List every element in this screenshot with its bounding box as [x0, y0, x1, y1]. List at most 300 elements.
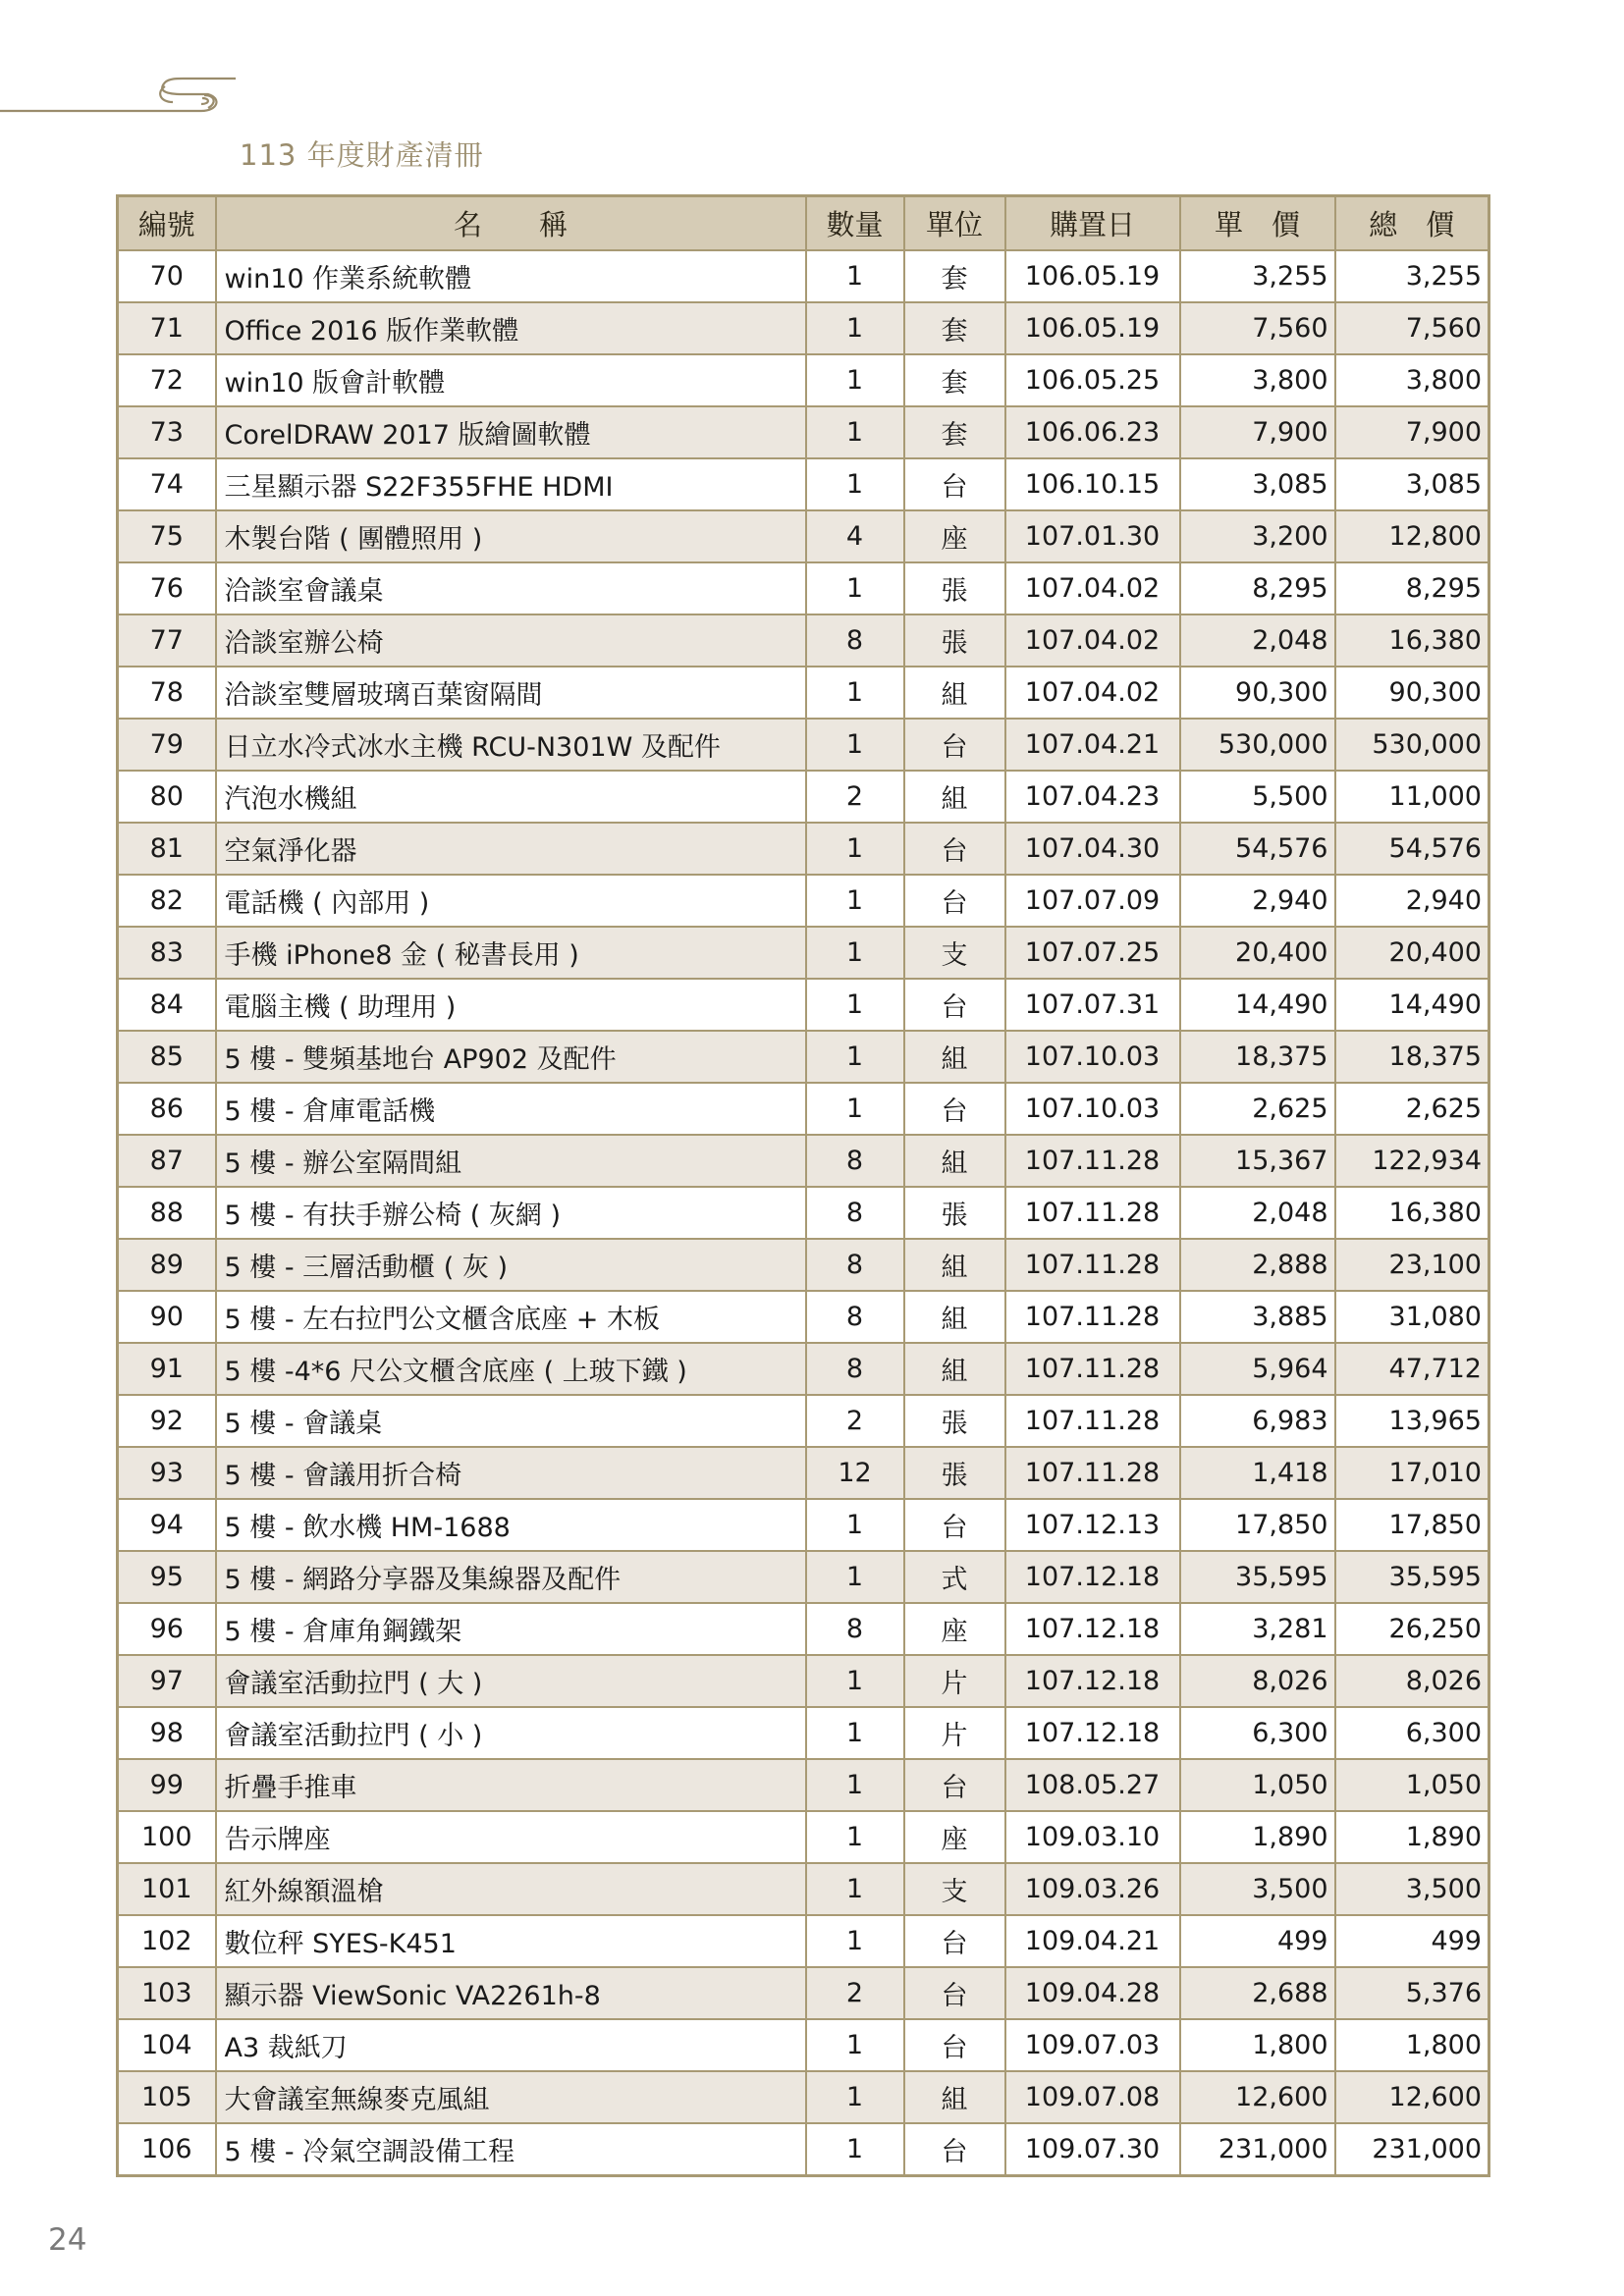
cell-name: 電話機 ( 內部用 ) — [216, 875, 806, 927]
cell-number: 105 — [118, 2071, 216, 2123]
cell-quantity: 1 — [806, 927, 904, 979]
cell-total-price: 23,100 — [1335, 1239, 1489, 1291]
cell-unit-price: 1,800 — [1180, 2019, 1335, 2071]
cell-purchase-date: 109.03.10 — [1005, 1811, 1180, 1863]
cell-unit-price: 15,367 — [1180, 1135, 1335, 1187]
cell-name: 5 樓 - 冷氣空調設備工程 — [216, 2123, 806, 2176]
cell-total-price: 31,080 — [1335, 1291, 1489, 1343]
cell-quantity: 1 — [806, 1759, 904, 1811]
cell-purchase-date: 107.07.25 — [1005, 927, 1180, 979]
cell-purchase-date: 107.12.18 — [1005, 1655, 1180, 1707]
cell-name: 數位秤 SYES-K451 — [216, 1915, 806, 1967]
cell-number: 74 — [118, 458, 216, 510]
cell-unit-price: 2,688 — [1180, 1967, 1335, 2019]
table-row — [118, 1031, 1489, 1083]
column-header-quantity: 數量 — [806, 196, 904, 251]
table-row — [118, 2019, 1489, 2071]
cell-unit: 張 — [904, 1187, 1005, 1239]
cell-quantity: 8 — [806, 1187, 904, 1239]
cell-unit-price: 3,085 — [1180, 458, 1335, 510]
cell-purchase-date: 107.04.21 — [1005, 719, 1180, 771]
cell-purchase-date: 107.04.02 — [1005, 667, 1180, 719]
document-title: 113 年度財產清冊 — [240, 138, 484, 172]
cell-purchase-date: 107.12.18 — [1005, 1551, 1180, 1603]
cell-unit-price: 20,400 — [1180, 927, 1335, 979]
cell-quantity: 1 — [806, 406, 904, 458]
cell-number: 91 — [118, 1343, 216, 1395]
cell-total-price: 122,934 — [1335, 1135, 1489, 1187]
cell-quantity: 8 — [806, 1239, 904, 1291]
cell-name: 5 樓 - 倉庫電話機 — [216, 1083, 806, 1135]
table-row — [118, 1915, 1489, 1967]
cell-quantity: 1 — [806, 250, 904, 302]
cell-number: 82 — [118, 875, 216, 927]
cell-name: 三星顯示器 S22F355FHE HDMI — [216, 458, 806, 510]
cell-name: 5 樓 - 有扶手辦公椅 ( 灰網 ) — [216, 1187, 806, 1239]
cell-number: 80 — [118, 771, 216, 823]
cell-name: 會議室活動拉門 ( 大 ) — [216, 1655, 806, 1707]
column-header-unit: 單位 — [904, 196, 1005, 251]
running-head — [0, 59, 550, 172]
cell-number: 85 — [118, 1031, 216, 1083]
cell-name: 電腦主機 ( 助理用 ) — [216, 979, 806, 1031]
cell-unit-price: 530,000 — [1180, 719, 1335, 771]
cell-total-price: 499 — [1335, 1915, 1489, 1967]
cell-name: win10 版會計軟體 — [216, 354, 806, 406]
cell-unit: 組 — [904, 2071, 1005, 2123]
cell-unit-price: 1,418 — [1180, 1447, 1335, 1499]
cell-quantity: 2 — [806, 771, 904, 823]
cell-unit-price: 5,500 — [1180, 771, 1335, 823]
cell-purchase-date: 107.10.03 — [1005, 1031, 1180, 1083]
cell-unit: 台 — [904, 2123, 1005, 2176]
table-row — [118, 1447, 1489, 1499]
cell-quantity: 1 — [806, 823, 904, 875]
cell-name: 會議室活動拉門 ( 小 ) — [216, 1707, 806, 1759]
cell-name: Office 2016 版作業軟體 — [216, 302, 806, 354]
cell-number: 98 — [118, 1707, 216, 1759]
cell-unit: 座 — [904, 510, 1005, 562]
cell-unit: 座 — [904, 1811, 1005, 1863]
cell-quantity: 8 — [806, 1135, 904, 1187]
cell-total-price: 1,800 — [1335, 2019, 1489, 2071]
cell-quantity: 1 — [806, 458, 904, 510]
cell-name: 汽泡水機組 — [216, 771, 806, 823]
cell-total-price: 26,250 — [1335, 1603, 1489, 1655]
table-row — [118, 458, 1489, 510]
cell-name: CorelDRAW 2017 版繪圖軟體 — [216, 406, 806, 458]
cell-unit: 組 — [904, 1031, 1005, 1083]
cell-quantity: 1 — [806, 2123, 904, 2176]
cell-unit-price: 6,983 — [1180, 1395, 1335, 1447]
cell-purchase-date: 107.07.31 — [1005, 979, 1180, 1031]
cell-unit: 張 — [904, 1395, 1005, 1447]
cell-purchase-date: 107.01.30 — [1005, 510, 1180, 562]
cell-unit: 台 — [904, 823, 1005, 875]
cell-unit: 組 — [904, 771, 1005, 823]
cell-unit: 台 — [904, 979, 1005, 1031]
cell-unit: 台 — [904, 1499, 1005, 1551]
table-row — [118, 771, 1489, 823]
table-row — [118, 1759, 1489, 1811]
cell-unit: 套 — [904, 302, 1005, 354]
cell-total-price: 3,500 — [1335, 1863, 1489, 1915]
cell-name: 5 樓 - 辦公室隔間組 — [216, 1135, 806, 1187]
cell-total-price: 14,490 — [1335, 979, 1489, 1031]
cell-number: 100 — [118, 1811, 216, 1863]
cell-total-price: 17,010 — [1335, 1447, 1489, 1499]
cell-quantity: 1 — [806, 1915, 904, 1967]
cell-quantity: 1 — [806, 1863, 904, 1915]
cell-number: 77 — [118, 614, 216, 667]
table-row — [118, 614, 1489, 667]
cell-number: 89 — [118, 1239, 216, 1291]
cell-purchase-date: 109.07.30 — [1005, 2123, 1180, 2176]
cell-purchase-date: 106.06.23 — [1005, 406, 1180, 458]
cell-unit-price: 1,050 — [1180, 1759, 1335, 1811]
cell-number: 94 — [118, 1499, 216, 1551]
cell-unit-price: 1,890 — [1180, 1811, 1335, 1863]
cell-name: 5 樓 - 三層活動櫃 ( 灰 ) — [216, 1239, 806, 1291]
table-row — [118, 927, 1489, 979]
cell-total-price: 8,295 — [1335, 562, 1489, 614]
cell-number: 78 — [118, 667, 216, 719]
cell-quantity: 1 — [806, 1811, 904, 1863]
cell-unit: 式 — [904, 1551, 1005, 1603]
cell-unit: 台 — [904, 1915, 1005, 1967]
cell-unit-price: 7,560 — [1180, 302, 1335, 354]
cell-name: 空氣淨化器 — [216, 823, 806, 875]
cell-unit: 組 — [904, 667, 1005, 719]
cell-name: 5 樓 -4*6 尺公文櫃含底座 ( 上玻下鐵 ) — [216, 1343, 806, 1395]
cell-name: 5 樓 - 會議桌 — [216, 1395, 806, 1447]
cell-quantity: 12 — [806, 1447, 904, 1499]
cell-number: 81 — [118, 823, 216, 875]
table-row — [118, 1863, 1489, 1915]
cell-number: 96 — [118, 1603, 216, 1655]
cell-total-price: 1,050 — [1335, 1759, 1489, 1811]
table-row — [118, 1967, 1489, 2019]
cell-name: 洽談室會議桌 — [216, 562, 806, 614]
cell-name: 折疊手推車 — [216, 1759, 806, 1811]
cell-quantity: 4 — [806, 510, 904, 562]
cell-purchase-date: 107.07.09 — [1005, 875, 1180, 927]
cell-name: win10 作業系統軟體 — [216, 250, 806, 302]
cell-number: 97 — [118, 1655, 216, 1707]
cell-number: 79 — [118, 719, 216, 771]
cell-purchase-date: 106.05.25 — [1005, 354, 1180, 406]
cell-name: 5 樓 - 雙頻基地台 AP902 及配件 — [216, 1031, 806, 1083]
cell-number: 106 — [118, 2123, 216, 2176]
column-header-number: 編號 — [118, 196, 216, 251]
cell-purchase-date: 107.11.28 — [1005, 1343, 1180, 1395]
cell-number: 93 — [118, 1447, 216, 1499]
cell-number: 92 — [118, 1395, 216, 1447]
cell-unit: 台 — [904, 458, 1005, 510]
cell-unit: 台 — [904, 719, 1005, 771]
table-row — [118, 354, 1489, 406]
cell-total-price: 7,560 — [1335, 302, 1489, 354]
table-row — [118, 1707, 1489, 1759]
cell-quantity: 1 — [806, 2071, 904, 2123]
cell-number: 84 — [118, 979, 216, 1031]
cell-purchase-date: 107.12.18 — [1005, 1603, 1180, 1655]
cell-unit-price: 5,964 — [1180, 1343, 1335, 1395]
table-row — [118, 562, 1489, 614]
table-row — [118, 875, 1489, 927]
cell-unit-price: 3,255 — [1180, 250, 1335, 302]
cell-purchase-date: 107.11.28 — [1005, 1239, 1180, 1291]
cell-purchase-date: 107.11.28 — [1005, 1291, 1180, 1343]
cell-total-price: 35,595 — [1335, 1551, 1489, 1603]
table-body — [118, 250, 1489, 2176]
cell-unit-price: 3,885 — [1180, 1291, 1335, 1343]
table-row — [118, 1135, 1489, 1187]
page-number: 24 — [48, 2222, 87, 2258]
cell-unit-price: 2,048 — [1180, 614, 1335, 667]
cell-total-price: 17,850 — [1335, 1499, 1489, 1551]
cell-quantity: 1 — [806, 667, 904, 719]
cell-quantity: 1 — [806, 302, 904, 354]
cell-purchase-date: 109.03.26 — [1005, 1863, 1180, 1915]
cell-unit-price: 3,200 — [1180, 510, 1335, 562]
cell-total-price: 16,380 — [1335, 1187, 1489, 1239]
cell-name: A3 裁紙刀 — [216, 2019, 806, 2071]
cell-number: 71 — [118, 302, 216, 354]
cell-total-price: 16,380 — [1335, 614, 1489, 667]
cell-unit-price: 3,800 — [1180, 354, 1335, 406]
cell-unit: 組 — [904, 1135, 1005, 1187]
table-row — [118, 1395, 1489, 1447]
cell-unit: 台 — [904, 2019, 1005, 2071]
column-header-purchase-date: 購置日 — [1005, 196, 1180, 251]
cell-total-price: 5,376 — [1335, 1967, 1489, 2019]
cell-unit-price: 8,026 — [1180, 1655, 1335, 1707]
cell-purchase-date: 108.05.27 — [1005, 1759, 1180, 1811]
cell-unit-price: 6,300 — [1180, 1707, 1335, 1759]
cell-total-price: 2,625 — [1335, 1083, 1489, 1135]
cell-unit: 張 — [904, 614, 1005, 667]
cell-unit: 張 — [904, 562, 1005, 614]
cell-quantity: 1 — [806, 1031, 904, 1083]
table-row — [118, 1551, 1489, 1603]
cell-purchase-date: 107.04.02 — [1005, 562, 1180, 614]
cell-purchase-date: 106.05.19 — [1005, 250, 1180, 302]
cell-number: 103 — [118, 1967, 216, 2019]
cell-quantity: 8 — [806, 1603, 904, 1655]
cell-unit: 套 — [904, 354, 1005, 406]
cell-number: 75 — [118, 510, 216, 562]
cell-number: 86 — [118, 1083, 216, 1135]
table-row — [118, 1811, 1489, 1863]
cell-quantity: 8 — [806, 1343, 904, 1395]
cell-purchase-date: 109.04.28 — [1005, 1967, 1180, 2019]
cell-quantity: 1 — [806, 1551, 904, 1603]
cell-name: 紅外線額溫槍 — [216, 1863, 806, 1915]
cell-unit: 台 — [904, 1083, 1005, 1135]
cell-quantity: 2 — [806, 1395, 904, 1447]
cell-name: 告示牌座 — [216, 1811, 806, 1863]
cell-total-price: 8,026 — [1335, 1655, 1489, 1707]
cell-unit: 台 — [904, 1759, 1005, 1811]
cell-purchase-date: 107.11.28 — [1005, 1135, 1180, 1187]
cell-unit: 組 — [904, 1291, 1005, 1343]
cell-name: 手機 iPhone8 金 ( 秘書長用 ) — [216, 927, 806, 979]
cell-unit-price: 90,300 — [1180, 667, 1335, 719]
cell-total-price: 90,300 — [1335, 667, 1489, 719]
cell-purchase-date: 107.04.23 — [1005, 771, 1180, 823]
cell-quantity: 2 — [806, 1967, 904, 2019]
cell-quantity: 1 — [806, 1707, 904, 1759]
cell-total-price: 18,375 — [1335, 1031, 1489, 1083]
cell-total-price: 3,255 — [1335, 250, 1489, 302]
cell-total-price: 7,900 — [1335, 406, 1489, 458]
cell-quantity: 8 — [806, 1291, 904, 1343]
cell-unit-price: 2,940 — [1180, 875, 1335, 927]
cell-number: 87 — [118, 1135, 216, 1187]
cell-number: 101 — [118, 1863, 216, 1915]
cell-purchase-date: 109.07.03 — [1005, 2019, 1180, 2071]
cell-purchase-date: 107.10.03 — [1005, 1083, 1180, 1135]
cell-unit-price: 231,000 — [1180, 2123, 1335, 2176]
cell-purchase-date: 107.12.18 — [1005, 1707, 1180, 1759]
cell-total-price: 20,400 — [1335, 927, 1489, 979]
property-inventory-table — [116, 194, 1490, 2177]
cell-unit: 支 — [904, 927, 1005, 979]
cell-purchase-date: 107.04.02 — [1005, 614, 1180, 667]
cell-unit-price: 3,281 — [1180, 1603, 1335, 1655]
cell-total-price: 12,600 — [1335, 2071, 1489, 2123]
cell-unit-price: 54,576 — [1180, 823, 1335, 875]
table-row — [118, 1083, 1489, 1135]
table-row — [118, 667, 1489, 719]
cell-purchase-date: 107.11.28 — [1005, 1447, 1180, 1499]
cell-total-price: 231,000 — [1335, 2123, 1489, 2176]
cell-name: 洽談室辦公椅 — [216, 614, 806, 667]
cell-name: 顯示器 ViewSonic VA2261h-8 — [216, 1967, 806, 2019]
column-header-unit-price: 單 價 — [1180, 196, 1335, 251]
cell-quantity: 1 — [806, 562, 904, 614]
table-row — [118, 406, 1489, 458]
cell-unit: 台 — [904, 1967, 1005, 2019]
cell-unit: 套 — [904, 406, 1005, 458]
cell-total-price: 1,890 — [1335, 1811, 1489, 1863]
cell-unit-price: 7,900 — [1180, 406, 1335, 458]
cell-unit: 片 — [904, 1707, 1005, 1759]
cell-unit-price: 2,625 — [1180, 1083, 1335, 1135]
cell-unit-price: 17,850 — [1180, 1499, 1335, 1551]
table-row — [118, 2071, 1489, 2123]
cell-number: 73 — [118, 406, 216, 458]
cell-unit-price: 499 — [1180, 1915, 1335, 1967]
table-row — [118, 979, 1489, 1031]
cell-purchase-date: 109.07.08 — [1005, 2071, 1180, 2123]
table-row — [118, 510, 1489, 562]
cell-name: 5 樓 - 會議用折合椅 — [216, 1447, 806, 1499]
cell-name: 大會議室無線麥克風組 — [216, 2071, 806, 2123]
cell-quantity: 1 — [806, 1083, 904, 1135]
cell-purchase-date: 107.11.28 — [1005, 1395, 1180, 1447]
cell-quantity: 1 — [806, 979, 904, 1031]
cell-unit-price: 2,888 — [1180, 1239, 1335, 1291]
cell-unit: 支 — [904, 1863, 1005, 1915]
table-row — [118, 1291, 1489, 1343]
cell-number: 90 — [118, 1291, 216, 1343]
cell-name: 5 樓 - 飲水機 HM-1688 — [216, 1499, 806, 1551]
cell-total-price: 13,965 — [1335, 1395, 1489, 1447]
cell-unit-price: 35,595 — [1180, 1551, 1335, 1603]
cell-number: 99 — [118, 1759, 216, 1811]
double-s-curve-ornament-icon — [0, 59, 245, 128]
cell-number: 95 — [118, 1551, 216, 1603]
cell-quantity: 1 — [806, 354, 904, 406]
cell-total-price: 2,940 — [1335, 875, 1489, 927]
cell-number: 88 — [118, 1187, 216, 1239]
cell-unit-price: 18,375 — [1180, 1031, 1335, 1083]
cell-unit: 台 — [904, 875, 1005, 927]
cell-unit-price: 14,490 — [1180, 979, 1335, 1031]
cell-unit: 組 — [904, 1343, 1005, 1395]
cell-name: 日立水冷式冰水主機 RCU-N301W 及配件 — [216, 719, 806, 771]
column-header-total-price: 總 價 — [1335, 196, 1489, 251]
cell-quantity: 1 — [806, 875, 904, 927]
cell-number: 102 — [118, 1915, 216, 1967]
cell-quantity: 1 — [806, 1655, 904, 1707]
cell-purchase-date: 107.04.30 — [1005, 823, 1180, 875]
cell-quantity: 1 — [806, 719, 904, 771]
cell-purchase-date: 107.11.28 — [1005, 1187, 1180, 1239]
table-row — [118, 719, 1489, 771]
column-header-name: 名 稱 — [216, 196, 806, 251]
cell-total-price: 530,000 — [1335, 719, 1489, 771]
cell-purchase-date: 106.05.19 — [1005, 302, 1180, 354]
table-row — [118, 1343, 1489, 1395]
cell-number: 83 — [118, 927, 216, 979]
cell-quantity: 1 — [806, 1499, 904, 1551]
table-row — [118, 250, 1489, 302]
cell-name: 5 樓 - 左右拉門公文櫃含底座 + 木板 — [216, 1291, 806, 1343]
cell-quantity: 8 — [806, 614, 904, 667]
cell-name: 洽談室雙層玻璃百葉窗隔間 — [216, 667, 806, 719]
cell-total-price: 12,800 — [1335, 510, 1489, 562]
cell-unit-price: 8,295 — [1180, 562, 1335, 614]
table-row — [118, 1655, 1489, 1707]
cell-unit-price: 3,500 — [1180, 1863, 1335, 1915]
table-header-row — [118, 196, 1489, 251]
cell-total-price: 47,712 — [1335, 1343, 1489, 1395]
cell-number: 104 — [118, 2019, 216, 2071]
cell-name: 5 樓 - 網路分享器及集線器及配件 — [216, 1551, 806, 1603]
table-row — [118, 1499, 1489, 1551]
cell-total-price: 11,000 — [1335, 771, 1489, 823]
cell-name: 木製台階 ( 團體照用 ) — [216, 510, 806, 562]
cell-unit: 座 — [904, 1603, 1005, 1655]
table-row — [118, 1603, 1489, 1655]
cell-total-price: 54,576 — [1335, 823, 1489, 875]
cell-unit-price: 12,600 — [1180, 2071, 1335, 2123]
table-row — [118, 2123, 1489, 2176]
cell-unit: 張 — [904, 1447, 1005, 1499]
cell-purchase-date: 107.12.13 — [1005, 1499, 1180, 1551]
cell-name: 5 樓 - 倉庫角鋼鐵架 — [216, 1603, 806, 1655]
cell-unit-price: 2,048 — [1180, 1187, 1335, 1239]
cell-quantity: 1 — [806, 2019, 904, 2071]
cell-number: 72 — [118, 354, 216, 406]
cell-total-price: 3,800 — [1335, 354, 1489, 406]
cell-total-price: 3,085 — [1335, 458, 1489, 510]
table-row — [118, 1187, 1489, 1239]
cell-purchase-date: 109.04.21 — [1005, 1915, 1180, 1967]
